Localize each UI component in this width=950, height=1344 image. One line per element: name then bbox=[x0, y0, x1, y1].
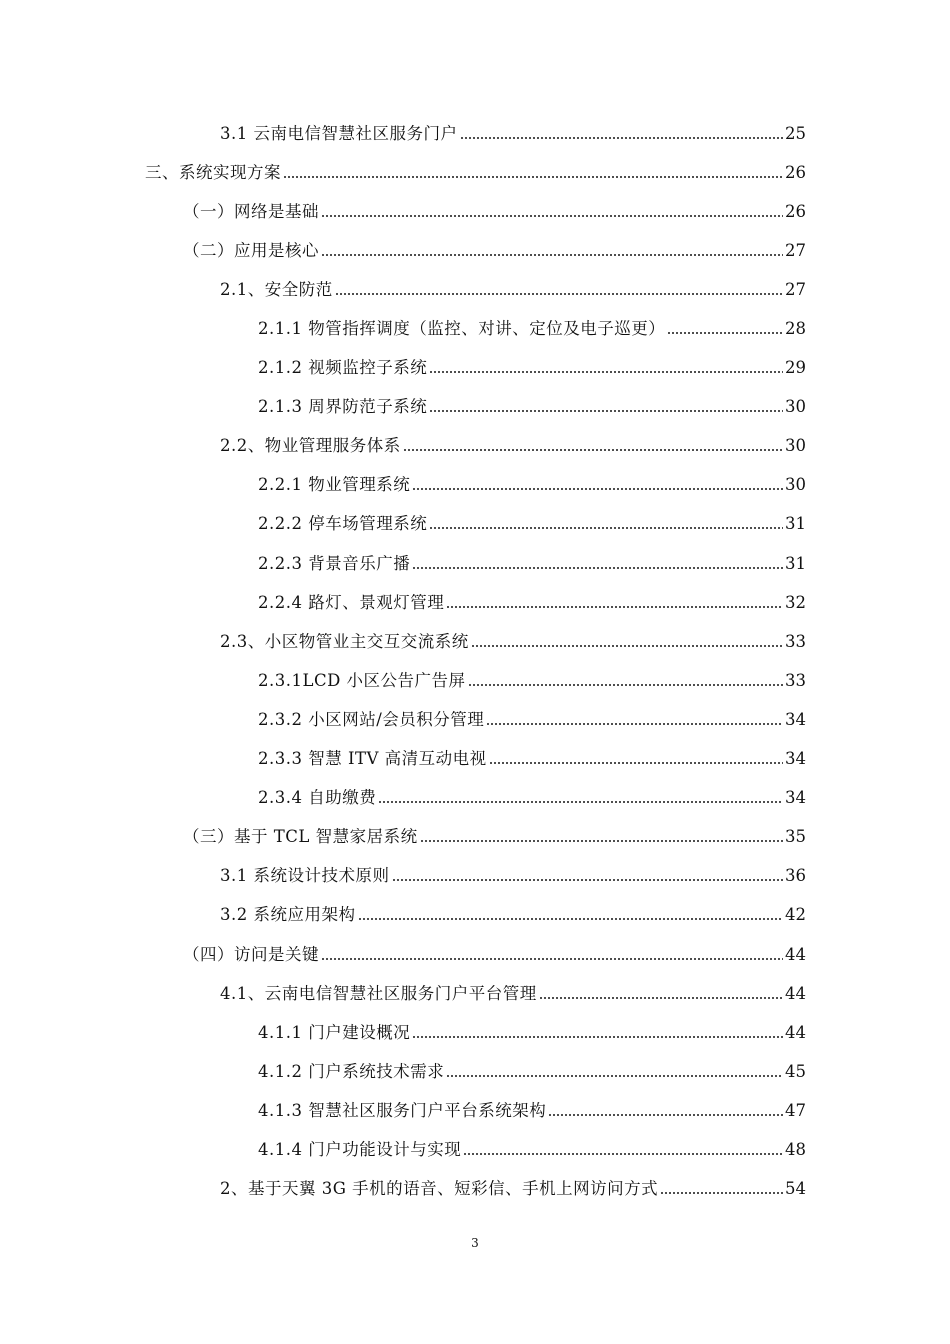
toc-entry-title: 三、系统实现方案 bbox=[145, 162, 281, 182]
toc-leader-dots bbox=[548, 1113, 783, 1117]
toc-leader-dots bbox=[667, 331, 783, 335]
toc-entry[interactable] bbox=[0, 153, 950, 192]
toc-entry[interactable] bbox=[0, 1170, 950, 1209]
toc-entry-title: 2.2.1 物业管理系统 bbox=[258, 475, 411, 495]
toc-entry-page: 31 bbox=[785, 514, 806, 534]
toc-entry-page: 42 bbox=[785, 905, 806, 925]
toc-entry-page: 36 bbox=[785, 866, 806, 886]
toc-leader-dots bbox=[335, 292, 783, 296]
toc-entry-page: 44 bbox=[785, 944, 806, 964]
toc-leader-dots bbox=[486, 722, 783, 726]
toc-entry-page: 30 bbox=[785, 397, 806, 417]
toc-entry-page: 27 bbox=[785, 279, 806, 299]
toc-leader-dots bbox=[358, 917, 784, 921]
toc-entry[interactable] bbox=[0, 192, 950, 231]
toc-entry-title: 2.3.4 自助缴费 bbox=[258, 788, 377, 808]
toc-entry-page: 44 bbox=[785, 1022, 806, 1042]
table-of-contents bbox=[0, 114, 950, 1209]
toc-entry-title: 4.1.2 门户系统技术需求 bbox=[258, 1061, 445, 1081]
toc-entry-title: （四）访问是关键 bbox=[183, 944, 319, 964]
toc-entry-title: 2.2.2 停车场管理系统 bbox=[258, 514, 428, 534]
toc-entry-page: 26 bbox=[785, 162, 806, 182]
toc-leader-dots bbox=[392, 878, 784, 882]
toc-entry-title: 2.2.4 路灯、景观灯管理 bbox=[258, 592, 445, 612]
toc-entry-page: 44 bbox=[785, 983, 806, 1003]
toc-entry[interactable] bbox=[0, 779, 950, 818]
toc-entry[interactable] bbox=[0, 700, 950, 739]
toc-leader-dots bbox=[283, 175, 783, 179]
toc-entry[interactable] bbox=[0, 583, 950, 622]
toc-entry-page: 25 bbox=[785, 123, 806, 143]
toc-leader-dots bbox=[429, 370, 783, 374]
toc-leader-dots bbox=[412, 1035, 783, 1039]
toc-entry-page: 48 bbox=[785, 1139, 806, 1159]
toc-entry-page: 45 bbox=[785, 1061, 806, 1081]
toc-leader-dots bbox=[412, 566, 783, 570]
toc-entry-title: （一）网络是基础 bbox=[183, 201, 319, 221]
toc-leader-dots bbox=[429, 526, 783, 530]
toc-entry-title: 3.2 系统应用架构 bbox=[220, 905, 356, 925]
toc-entry[interactable] bbox=[0, 544, 950, 583]
toc-leader-dots bbox=[321, 253, 783, 257]
toc-entry[interactable] bbox=[0, 740, 950, 779]
toc-entry-page: 30 bbox=[785, 436, 806, 456]
toc-entry[interactable] bbox=[0, 466, 950, 505]
toc-entry[interactable] bbox=[0, 896, 950, 935]
toc-entry-page: 33 bbox=[785, 631, 806, 651]
toc-entry-title: 2.3.2 小区网站/会员积分管理 bbox=[258, 709, 485, 729]
toc-leader-dots bbox=[321, 214, 783, 218]
toc-leader-dots bbox=[378, 800, 783, 804]
toc-entry-page: 28 bbox=[785, 319, 806, 339]
toc-entry[interactable] bbox=[0, 388, 950, 427]
toc-entry-title: 2.3、小区物管业主交互交流系统 bbox=[220, 631, 469, 651]
toc-leader-dots bbox=[463, 1152, 783, 1156]
toc-entry[interactable] bbox=[0, 1091, 950, 1130]
toc-entry-page: 34 bbox=[785, 709, 806, 729]
toc-entry-page: 33 bbox=[785, 670, 806, 690]
toc-entry-page: 27 bbox=[785, 240, 806, 260]
toc-entry-page: 47 bbox=[785, 1100, 806, 1120]
toc-entry-title: （二）应用是核心 bbox=[183, 240, 319, 260]
toc-entry[interactable] bbox=[0, 231, 950, 270]
toc-leader-dots bbox=[471, 644, 783, 648]
toc-entry-page: 31 bbox=[785, 553, 806, 573]
toc-leader-dots bbox=[460, 136, 784, 140]
toc-leader-dots bbox=[429, 409, 783, 413]
toc-leader-dots bbox=[539, 996, 783, 1000]
toc-entry-page: 26 bbox=[785, 201, 806, 221]
toc-entry-title: 2.3.1LCD 小区公告广告屏 bbox=[258, 670, 466, 690]
toc-entry[interactable] bbox=[0, 1130, 950, 1169]
toc-entry-page: 30 bbox=[785, 475, 806, 495]
toc-entry-title: 2.1、安全防范 bbox=[220, 279, 333, 299]
toc-entry-title: 4.1.1 门户建设概况 bbox=[258, 1022, 411, 1042]
toc-entry[interactable] bbox=[0, 818, 950, 857]
toc-entry-page: 29 bbox=[785, 358, 806, 378]
toc-entry[interactable] bbox=[0, 270, 950, 309]
toc-entry-page: 54 bbox=[785, 1179, 806, 1199]
toc-entry[interactable] bbox=[0, 622, 950, 661]
toc-leader-dots bbox=[468, 683, 783, 687]
toc-entry[interactable] bbox=[0, 974, 950, 1013]
toc-entry[interactable] bbox=[0, 661, 950, 700]
toc-entry-title: 2.1.2 视频监控子系统 bbox=[258, 358, 428, 378]
toc-leader-dots bbox=[446, 605, 783, 609]
toc-entry[interactable] bbox=[0, 427, 950, 466]
toc-entry[interactable] bbox=[0, 857, 950, 896]
toc-entry[interactable] bbox=[0, 1052, 950, 1091]
toc-entry-title: 2.2、物业管理服务体系 bbox=[220, 436, 401, 456]
toc-entry-title: 2.1.1 物管指挥调度（监控、对讲、定位及电子巡更） bbox=[258, 319, 666, 339]
toc-leader-dots bbox=[446, 1074, 783, 1078]
toc-entry-title: 2.2.3 背景音乐广播 bbox=[258, 553, 411, 573]
toc-entry-title: 2、基于天翼 3G 手机的语音、短彩信、手机上网访问方式 bbox=[220, 1179, 659, 1199]
toc-entry-title: 3.1 云南电信智慧社区服务门户 bbox=[220, 123, 458, 143]
toc-entry[interactable] bbox=[0, 505, 950, 544]
toc-leader-dots bbox=[420, 839, 783, 843]
toc-entry[interactable] bbox=[0, 1013, 950, 1052]
toc-leader-dots bbox=[321, 957, 783, 961]
page-number: 3 bbox=[471, 1236, 479, 1250]
toc-entry[interactable] bbox=[0, 309, 950, 348]
toc-entry-title: 3.1 系统设计技术原则 bbox=[220, 866, 390, 886]
toc-entry-title: 4.1.4 门户功能设计与实现 bbox=[258, 1139, 462, 1159]
toc-entry-title: 4.1.3 智慧社区服务门户平台系统架构 bbox=[258, 1100, 547, 1120]
toc-entry-title: 4.1、云南电信智慧社区服务门户平台管理 bbox=[220, 983, 537, 1003]
toc-leader-dots bbox=[403, 448, 783, 452]
toc-entry-page: 32 bbox=[785, 592, 806, 612]
toc-entry-title: （三）基于 TCL 智慧家居系统 bbox=[183, 827, 418, 847]
toc-entry-page: 34 bbox=[785, 788, 806, 808]
toc-entry-page: 35 bbox=[785, 827, 806, 847]
toc-entry[interactable] bbox=[0, 349, 950, 388]
toc-entry-title: 2.3.3 智慧 ITV 高清互动电视 bbox=[258, 749, 487, 769]
toc-leader-dots bbox=[412, 487, 783, 491]
toc-leader-dots bbox=[660, 1191, 783, 1195]
toc-entry-page: 34 bbox=[785, 749, 806, 769]
toc-entry[interactable] bbox=[0, 114, 950, 153]
toc-leader-dots bbox=[489, 761, 783, 765]
toc-entry-title: 2.1.3 周界防范子系统 bbox=[258, 397, 428, 417]
toc-entry[interactable] bbox=[0, 935, 950, 974]
